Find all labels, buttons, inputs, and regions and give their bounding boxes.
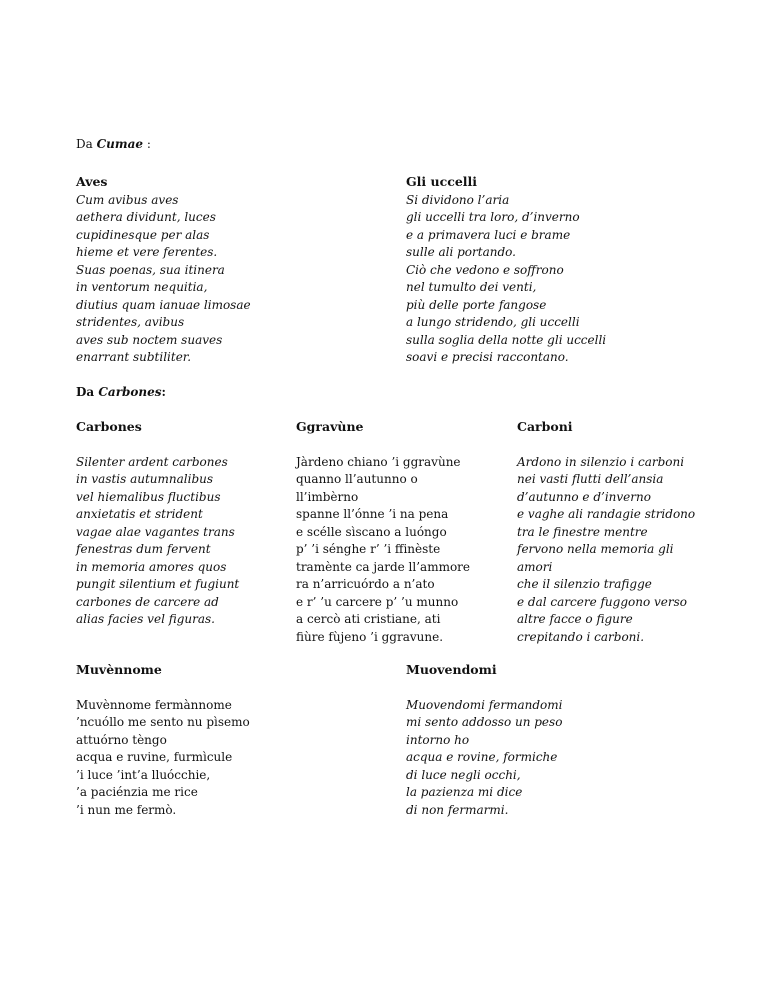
poem-line: ’a paciénzia me rice <box>76 785 198 799</box>
poem-title: Carboni <box>517 419 573 434</box>
poem-line: e r’ ’u carcere p’ ’u munno <box>296 594 459 609</box>
poem-line: diutius quam ianuae limosae <box>76 297 251 312</box>
section-heading-cumae <box>76 136 151 154</box>
poem-line: intorno ho <box>406 732 470 747</box>
poem-line: alias facies vel figuras. <box>76 612 215 626</box>
poem-muvennome <box>76 661 250 819</box>
poem-line: ’i luce ’int’a lluócchie, <box>76 767 211 782</box>
poem-line: acqua e ruvine, furmìcule <box>76 750 233 764</box>
poem-line: Jàrdeno chiano ’i ggravùne <box>296 454 461 469</box>
poem-line: anxietatis et strident <box>76 507 203 521</box>
poem-title: Aves <box>76 174 108 189</box>
poem-line: e vaghe ali randagie stridono <box>517 507 696 521</box>
poem-title: Carbones <box>76 419 142 434</box>
poem-lines <box>406 192 606 367</box>
poem-line: attuórno tèngo <box>76 732 167 747</box>
poem-line: vel hiemalibus fluctibus <box>76 489 221 504</box>
poem-line: in ventorum nequitia, <box>76 280 208 294</box>
poem-line: carbones de carcere ad <box>76 594 219 609</box>
poem-line: aves sub noctem suaves <box>76 332 223 347</box>
poem-line: in vastis autumnalibus <box>76 472 214 486</box>
poem-line: fiùre fùjeno ’i ggravune. <box>296 629 444 644</box>
poem-line: di luce negli occhi, <box>406 767 521 782</box>
poem-line: ll’imbèrno <box>296 489 359 504</box>
poem-lines <box>296 454 470 647</box>
poem-line: Ardono in silenzio i carboni <box>517 454 685 469</box>
poem-line: gli uccelli tra loro, d’inverno <box>406 210 580 224</box>
poem-line: ’ncuóllo me sento nu pìsemo <box>76 715 250 729</box>
poem-line: Ciò che vedono e soffrono <box>406 262 564 277</box>
poem-line: nel tumulto dei venti, <box>406 280 537 294</box>
poem-carboni <box>517 418 695 646</box>
poem-lines <box>517 454 695 647</box>
poem-line: più delle porte fangose <box>406 297 547 312</box>
poem-line: quanno ll’autunno o <box>296 472 418 486</box>
poem-line: fervono nella memoria gli <box>517 542 674 556</box>
poem-line: enarrant subtiliter. <box>76 350 192 364</box>
poem-line: p’ ’i sénghe r’ ’i ffinèste <box>296 542 441 556</box>
poem-line: cupidinesque per alas <box>76 227 210 242</box>
poem-lines <box>406 697 562 820</box>
poem-line: Si dividono l’aria <box>406 192 510 207</box>
poem-line: tramènte ca jarde ll’ammore <box>296 559 471 574</box>
poem-line: amori <box>517 559 553 574</box>
poem-line: nei vasti flutti dell’ansia <box>517 472 664 486</box>
poem-line: e dal carcere fuggono verso <box>517 594 688 609</box>
section-suffix: : <box>161 385 166 399</box>
poem-line: Silenter ardent carbones <box>76 454 228 469</box>
poem-line: ra n’arricuórdo a n’ato <box>296 577 435 591</box>
poem-line: Muovendomi fermandomi <box>406 697 563 712</box>
poem-line: a lungo stridendo, gli uccelli <box>406 315 580 329</box>
poem-line: aethera dividunt, luces <box>76 210 216 224</box>
poem-line: pungit silentium et fugiunt <box>76 577 240 591</box>
poem-line: Suas poenas, sua itinera <box>76 262 225 277</box>
section-prefix: Da <box>76 137 93 151</box>
poem-line: in memoria amores quos <box>76 559 227 574</box>
poem-gli-uccelli <box>406 173 606 367</box>
poem-title: Ggravùne <box>296 419 364 434</box>
poem-line: hieme et vere ferentes. <box>76 245 218 259</box>
poem-line: a cercò ati cristiane, ati <box>296 612 441 626</box>
poem-line: tra le finestre mentre <box>517 524 648 539</box>
poem-line: vagae alae vagantes trans <box>76 524 235 539</box>
poem-carbones <box>76 418 239 629</box>
poem-line: sulla soglia della notte gli uccelli <box>406 332 607 347</box>
poem-aves <box>76 173 251 367</box>
poem-line: la pazienza mi dice <box>406 785 523 799</box>
poem-lines <box>76 454 239 629</box>
poem-line: di non fermarmi. <box>406 802 509 817</box>
section-prefix: Da <box>76 385 95 399</box>
poem-line: acqua e rovine, formiche <box>406 750 558 764</box>
poem-line: spanne ll’ónne ’i na pena <box>296 507 449 521</box>
poem-line: Muvènnome fermànnome <box>76 697 232 712</box>
poem-line: e scélle sìscano a luóngo <box>296 524 447 539</box>
section-source: Cumae <box>96 137 143 151</box>
section-suffix: : <box>143 137 151 151</box>
poem-muovendomi <box>406 661 562 819</box>
poem-line: sulle ali portando. <box>406 245 516 259</box>
poem-line: e a primavera luci e brame <box>406 227 571 242</box>
poem-lines <box>76 192 251 367</box>
poem-line: crepitando i carboni. <box>517 629 645 644</box>
section-heading-carbones <box>76 384 166 402</box>
poem-line: che il silenzio trafigge <box>517 577 652 591</box>
poem-lines <box>76 697 250 820</box>
poem-line: ’i nun me fermò. <box>76 802 177 817</box>
poem-line: altre facce o figure <box>517 612 633 626</box>
poem-line: soavi e precisi raccontano. <box>406 350 569 364</box>
poem-line: mi sento addosso un peso <box>406 715 563 729</box>
poem-line: fenestras dum fervent <box>76 542 211 556</box>
poem-ggravune <box>296 418 470 646</box>
poem-line: d’autunno e d’inverno <box>517 489 651 504</box>
poem-title: Gli uccelli <box>406 174 478 189</box>
poem-line: Cum avibus aves <box>76 192 179 207</box>
poem-title: Muovendomi <box>406 662 497 677</box>
poem-line: stridentes, avibus <box>76 315 185 329</box>
poem-title: Muvènnome <box>76 662 162 677</box>
section-source: Carbones <box>98 385 162 399</box>
